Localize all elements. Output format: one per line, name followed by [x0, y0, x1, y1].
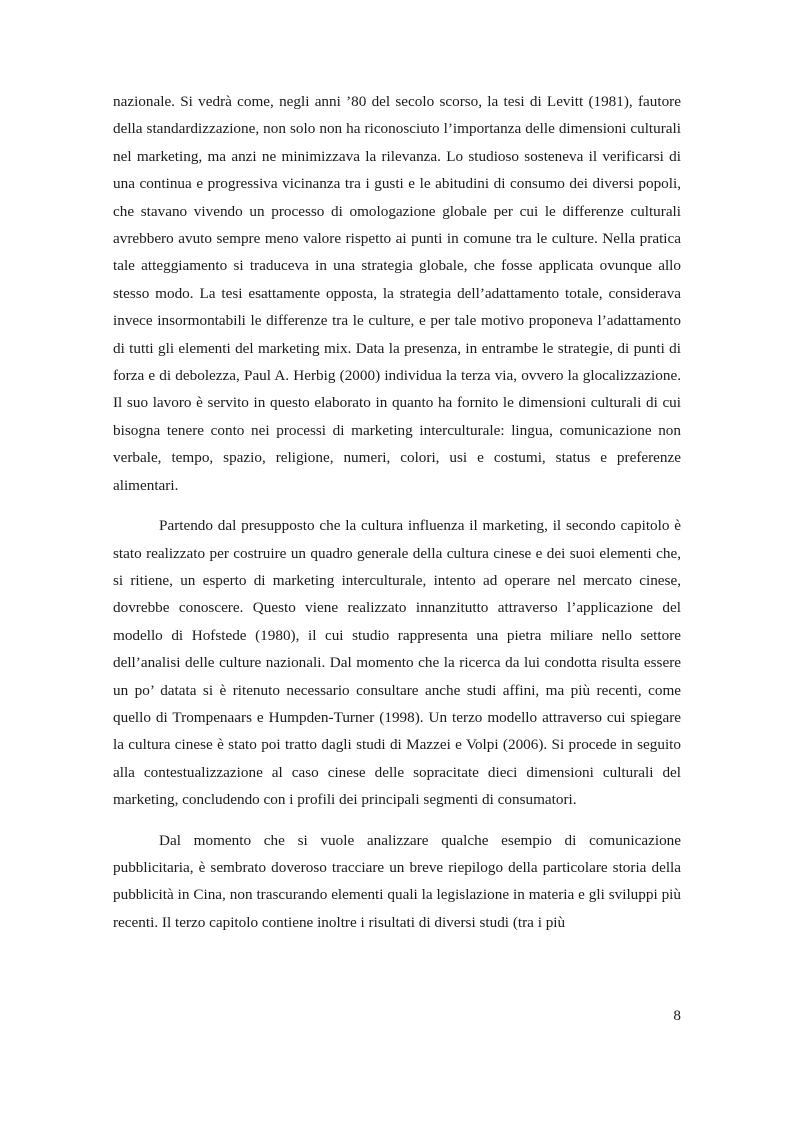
paragraph-second-chapter: Partendo dal presupposto che la cultura influenza il marketing, il secondo capitolo è stato realizzato per costruire un quadro generale della cultura cinese e dei suoi elementi che, si ritiene, un esperto di marketing interculturale, intento ad operare nel mercato cinese, dovrebbe conoscere. Questo viene realizzato innanzitutto attraverso l’applicazione del modello di Hofstede (1980), il cui studio rappresenta una pietra miliare nello settore dell’analisi delle culture nazionali. Dal momento che la ricerca da lui condotta risulta essere un po’ datata si è ritenuto necessario consultare anche studi affini, ma più recenti, come quello di Trompenaars e Humpden-Turner (1998). Un terzo modello attraverso cui spiegare la cultura cinese è stato poi tratto dagli studi di Mazzei e Volpi (2006). Si procede in seguito alla contestualizzazione al caso cinese delle sopracitate dieci dimensioni culturali del marketing, concludendo con i profili dei principali segmenti di consumatori.	[113, 517, 681, 809]
paragraph-continuation: nazionale. Si vedrà come, negli anni ’80 del secolo scorso, la tesi di Levitt (1981), fautore della standardizzazione, non solo non ha riconosciuto l’importanza delle dimensioni culturali nel marketing, ma anzi ne minimizzava la rilevanza. Lo studioso sosteneva il verificarsi di una continua e progressiva vicinanza tra i gusti e le abitudini di consumo dei diversi popoli, che stavano vivendo un processo di omologazione globale per cui le differenze culturali avrebbero avuto sempre meno valore rispetto ai punti in comune tra le culture. Nella pratica tale atteggiamento si traduceva in una strategia globale, che fosse applicata ovunque allo stesso modo. La tesi esattamente opposta, la strategia dell’adattamento totale, considerava invece insormontabili le differenze tra le culture, e per tale motivo proponeva l’adattamento di tutti gli elementi del marketing mix. Data la presenza, in entrambe le strategie, di punti di forza e di debolezza, Paul A. Herbig (2000) individua la terza via, ovvero la glocalizzazione. Il suo lavoro è servito in questo elaborato in quanto ha fornito le dimensioni culturali di cui bisogna tenere conto nei processi di marketing interculturale: lingua, comunicazione non verbale, tempo, spazio, religione, numeri, colori, usi e costumi, status e preferenze alimentari.	[113, 93, 681, 494]
paragraph-third-chapter: Dal momento che si vuole analizzare qualche esempio di comunicazione pubblicitaria, è sembrato doveroso tracciare un breve riepilogo della particolare storia della pubblicità in Cina, non trascurando elementi quali la legislazione in materia e gli sviluppi più recenti. Il terzo capitolo contiene inoltre i risultati di diversi studi (tra i più	[113, 831, 681, 931]
page-number: 8	[673, 1007, 681, 1024]
body-text	[113, 88, 681, 936]
